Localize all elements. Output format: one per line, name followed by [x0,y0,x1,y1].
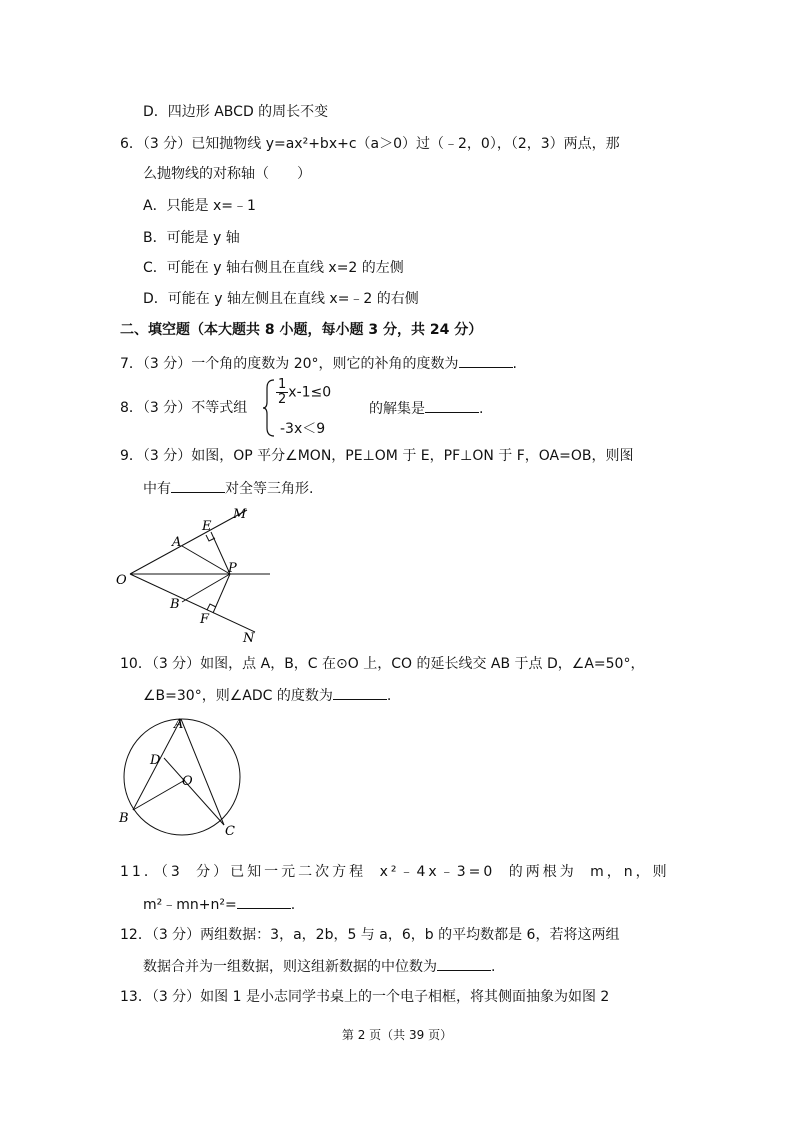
label-B: B [119,811,129,826]
q9-text-b: 对全等三角形. [225,481,314,497]
q11-text: m²﹣mn+n²= [143,897,237,913]
page-footer: 第 2 页（共 39 页） [341,1028,453,1042]
q9-stem-line2 [143,478,313,499]
section-2-title: 二、填空题（本大题共 8 小题，每小题 3 分，共 24 分） [120,322,483,338]
q12-stem-line2 [143,956,495,977]
q13-stem-line1: 13．（3 分）如图 1 是小志同学书桌上的一个电子相框，将其侧面抽象为如图 2 [120,989,610,1005]
q11-stem-line2 [143,894,295,915]
label-B: B [170,597,180,612]
q6-stem-line2: 么抛物线的对称轴（ ） [143,166,311,182]
q10-tail: . [386,688,392,704]
q8-brace [262,378,276,438]
q10-text: ∠B=30°，则∠ADC 的度数为 [143,688,333,704]
q10-figure [110,712,255,842]
q9-stem-line1: 9．（3 分）如图，OP 平分∠MON，PE⊥OM 于 E，PF⊥ON 于 F，OA=OB，则图 [120,448,634,464]
q9-figure [110,502,290,647]
q11-tail: . [290,897,296,913]
label-M: M [233,507,247,522]
q6-stem-line1: 6．（3 分）已知抛物线 y=ax²+bx+c（a＞0）过（﹣2，0），（2，3）两点，那 [120,136,620,152]
q7-text: 7．（3 分）一个角的度数为 20°，则它的补角的度数为 [120,356,459,372]
label-O: O [182,774,193,789]
q7-tail: . [512,356,517,372]
q10-stem-line1: 10．（3 分）如图，点 A，B，C 在⊙O 上，CO 的延长线交 AB 于点 D，∠A=50°， [120,656,645,672]
q8-suffix: 的解集是 [369,401,425,417]
q10-answer-blank [333,685,387,700]
q6-option-c: C．可能在 y 轴右侧且在直线 x=2 的左侧 [143,260,404,276]
label-D: D [150,753,161,768]
q8-answer-blank [425,398,479,413]
q12-tail: . [491,959,496,975]
q12-answer-blank [437,956,491,971]
label-N: N [243,631,255,646]
q11-answer-blank [237,894,291,909]
q8-line-suffix [369,398,483,419]
q8-inequality-system [262,378,372,438]
label-C: C [225,824,235,839]
q8-line [120,398,247,418]
q9-answer-blank [171,478,225,493]
label-P: P [228,561,237,576]
q8-prefix: 8．（3 分）不等式组 [120,400,248,416]
label-F: F [200,612,210,627]
q7-answer-blank [459,353,513,368]
q8-inequality-1: x-1≤0 [288,384,332,401]
q6-option-d: D．可能在 y 轴左侧且在直线 x=﹣2 的右侧 [143,291,419,307]
q8-tail: . [479,401,484,417]
q11-stem-line1: 11．（3 分）已知一元二次方程 x²﹣4x﹣3=0 的两根为 m，n，则 [120,864,670,880]
label-A: A [174,717,184,732]
label-A: A [172,535,182,550]
label-O: O [116,573,127,588]
label-E: E [202,519,212,534]
q9-text-a: 中有 [143,481,171,497]
q8-inequality-2: -3x＜9 [280,421,326,437]
q6-option-b: B．可能是 y 轴 [143,230,240,246]
q12-stem-line1: 12．（3 分）两组数据：3，a，2b，5 与 a，6，b 的平均数都是 6，若将这两组 [120,927,620,943]
q12-text: 数据合并为一组数据，则这组新数据的中位数为 [143,959,437,975]
q10-stem-line2 [143,685,391,706]
q7-line [120,353,517,374]
q8-fraction: $\frac{1}{2}$ [278,377,287,407]
q5-option-d: D．四边形 ABCD 的周长不变 [143,104,329,120]
q6-option-a: A．只能是 x=﹣1 [143,198,256,214]
